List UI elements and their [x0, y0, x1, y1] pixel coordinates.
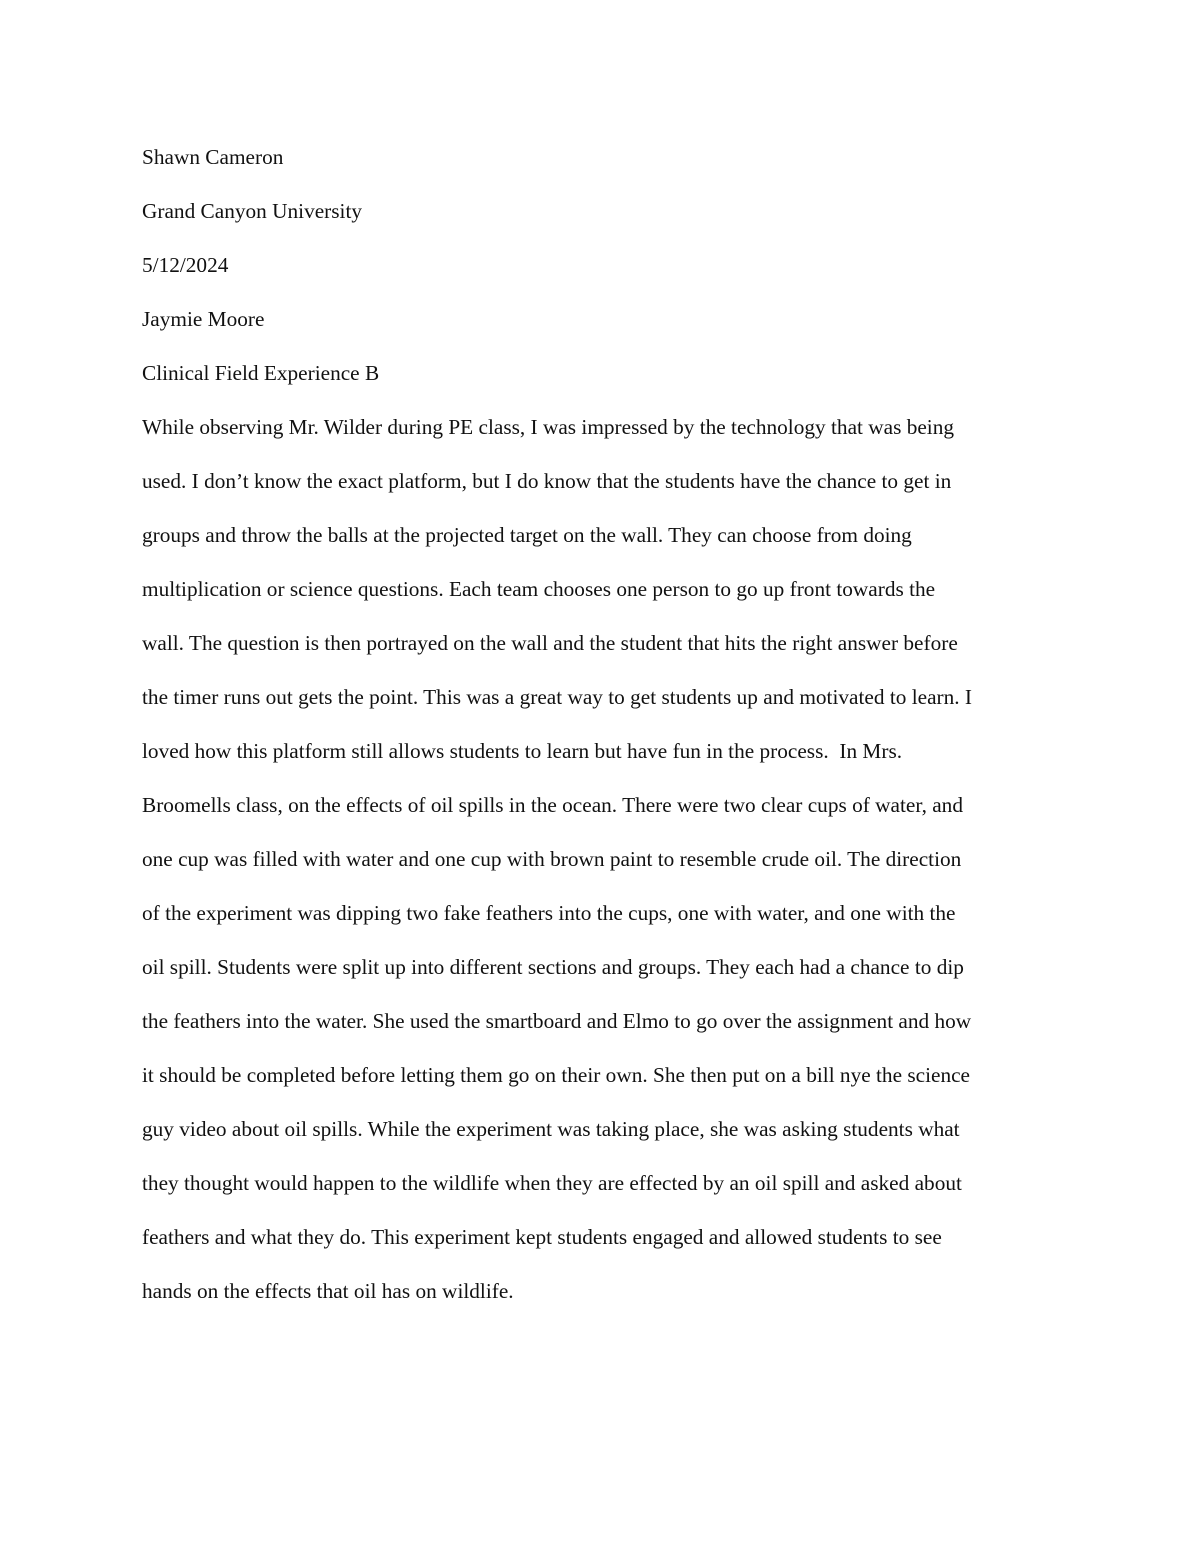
body-line: they thought would happen to the wildlife when they are effected by an oil spill and asked about: [142, 1171, 962, 1195]
institution-name: Grand Canyon University: [142, 199, 363, 223]
body-line: one cup was filled with water and one cup with brown paint to resemble crude oil. The direction: [142, 847, 962, 871]
author-name: Shawn Cameron: [142, 145, 284, 169]
body-line: multiplication or science questions. Each team chooses one person to go up front towards the: [142, 577, 936, 601]
body-line: hands on the effects that oil has on wildlife.: [142, 1279, 514, 1303]
body-line: oil spill. Students were split up into different sections and groups. They each had a chance to dip: [142, 955, 964, 979]
body-line: loved how this platform still allows students to learn but have fun in the process. In Mrs.: [142, 739, 903, 763]
body-line: of the experiment was dipping two fake feathers into the cups, one with water, and one with the: [142, 901, 956, 925]
body-line: guy video about oil spills. While the experiment was taking place, she was asking students what: [142, 1117, 960, 1141]
body-line: Broomells class, on the effects of oil spills in the ocean. There were two clear cups of water, and: [142, 793, 963, 817]
assignment-title: Clinical Field Experience B: [142, 361, 380, 385]
body-line: the timer runs out gets the point. This was a great way to get students up and motivated to learn. I: [142, 685, 973, 709]
body-line: used. I don’t know the exact platform, but I do know that the students have the chance to get in: [142, 469, 952, 493]
instructor-name: Jaymie Moore: [142, 307, 265, 331]
body-line: the feathers into the water. She used the smartboard and Elmo to go over the assignment and how: [142, 1009, 972, 1033]
body-line: it should be completed before letting them go on their own. She then put on a bill nye the science: [142, 1063, 971, 1087]
body-line: feathers and what they do. This experiment kept students engaged and allowed students to see: [142, 1225, 942, 1249]
body-line: wall. The question is then portrayed on the wall and the student that hits the right answer before: [142, 631, 958, 655]
body-line: groups and throw the balls at the projected target on the wall. They can choose from doing: [142, 523, 912, 547]
document-content: [142, 130, 1072, 1318]
document-date: 5/12/2024: [142, 253, 229, 277]
body-line: While observing Mr. Wilder during PE class, I was impressed by the technology that was being: [142, 415, 955, 439]
